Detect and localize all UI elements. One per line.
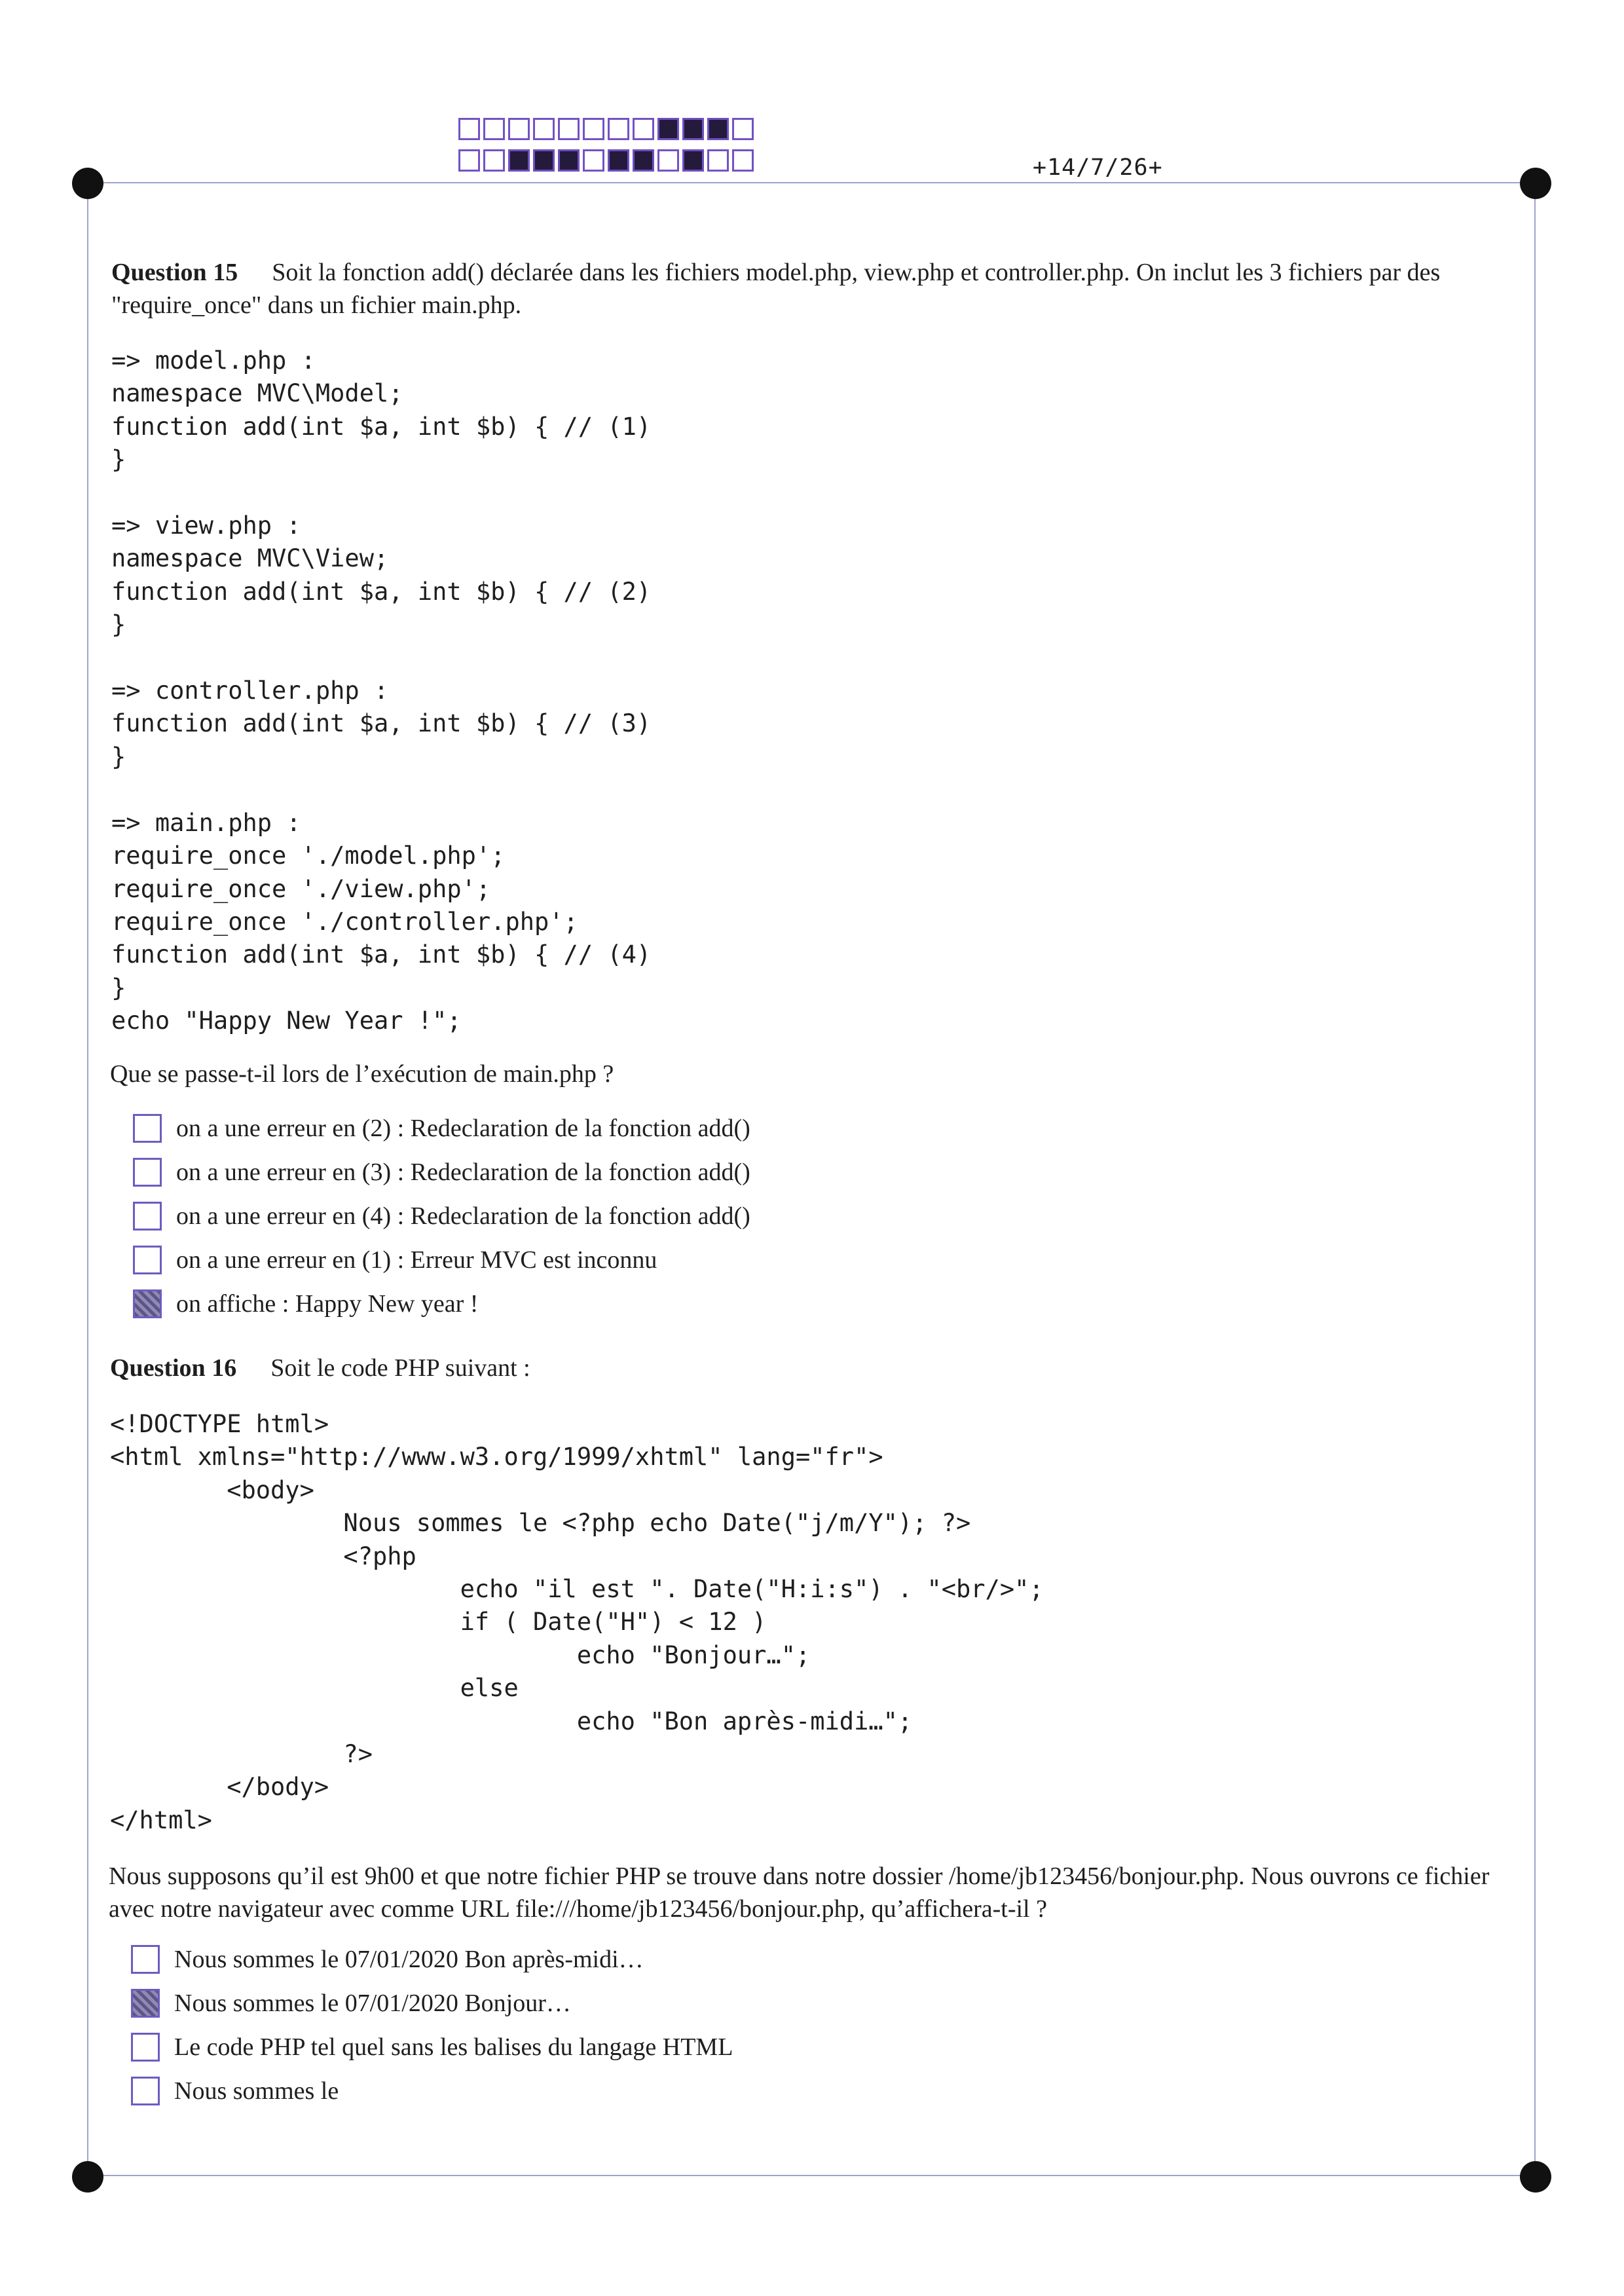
code-line: <html xmlns="http://www.w3.org/1999/xhtml" lang="fr"> (110, 1443, 883, 1472)
code-line: <body> (110, 1475, 314, 1504)
code-box (732, 118, 754, 140)
question-16-text: Soit le code PHP suivant : (270, 1354, 530, 1382)
answer-label: on a une erreur en (1) : Erreur MVC est inconnu (176, 1246, 657, 1274)
code-box (533, 149, 555, 172)
question-15-question: Que se passe-t-il lors de l’exécution de main.php ? (110, 1060, 614, 1088)
code-box (732, 149, 754, 172)
code-line: </body> (110, 1773, 329, 1802)
code-line: <!DOCTYPE html> (110, 1410, 329, 1438)
code-box (707, 118, 729, 140)
page-code-boxes (458, 118, 757, 181)
code-box (633, 118, 654, 140)
code-box-row (458, 118, 757, 143)
answer-option[interactable] (131, 1987, 571, 2020)
code-line: else (110, 1674, 519, 1703)
code-box (608, 149, 629, 172)
code-box (583, 149, 604, 172)
question-15-label: Question 15 (111, 259, 238, 286)
answer-option[interactable] (131, 2031, 733, 2064)
answer-label: on a une erreur en (4) : Redeclaration de la fonction add() (176, 1202, 750, 1230)
code-line: => view.php : (111, 511, 301, 540)
question-15-prompt (111, 256, 1519, 322)
code-box (657, 149, 679, 172)
code-box (608, 118, 629, 140)
code-line: <?php (110, 1542, 416, 1570)
code-box (682, 149, 704, 172)
answer-label: Nous sommes le (174, 2077, 339, 2105)
code-box (558, 149, 580, 172)
code-line: function add(int $a, int $b) { // (2) (111, 577, 652, 606)
code-line: => controller.php : (111, 676, 389, 705)
question-16-code (110, 1408, 1044, 1837)
corner-mark-top-right (1520, 168, 1551, 199)
code-line: function add(int $a, int $b) { // (4) (111, 940, 652, 969)
code-box (483, 118, 505, 140)
code-line: namespace MVC\Model; (111, 379, 403, 408)
code-box (483, 149, 505, 172)
answer-option[interactable] (133, 1112, 750, 1145)
code-line: echo "Happy New Year !"; (111, 1007, 462, 1035)
code-box (533, 118, 555, 140)
answer-checkbox[interactable] (131, 1989, 160, 2018)
code-line: function add(int $a, int $b) { // (1) (111, 412, 652, 441)
answer-checkbox[interactable] (131, 1945, 160, 1974)
answer-checkbox[interactable] (131, 2077, 160, 2105)
code-box (508, 149, 530, 172)
answer-label: on a une erreur en (3) : Redeclaration de la fonction add() (176, 1158, 750, 1186)
answer-checkbox[interactable] (133, 1158, 162, 1187)
code-box (633, 149, 654, 172)
question-16-prompt (110, 1352, 530, 1384)
code-box-row (458, 149, 757, 174)
answer-label: Le code PHP tel quel sans les balises du langage HTML (174, 2033, 733, 2061)
code-line: namespace MVC\View; (111, 544, 389, 573)
code-line: => model.php : (111, 346, 316, 375)
code-line: require_once './model.php'; (111, 842, 506, 870)
code-line: } (111, 742, 126, 771)
code-line: ?> (110, 1740, 373, 1769)
code-box (558, 118, 580, 140)
answer-label: Nous sommes le 07/01/2020 Bonjour… (174, 1990, 571, 2017)
code-line: echo "Bon après-midi…"; (110, 1707, 913, 1735)
code-line: } (111, 973, 126, 1002)
question-15-text: Soit la fonction add() déclarée dans les fichiers model.php, view.php et controller.php. On inclut les 3 fichiers par des "require_once" dans un fichier main.php. (111, 259, 1441, 319)
code-line: require_once './controller.php'; (111, 907, 578, 936)
code-box (458, 149, 480, 172)
code-line: if ( Date("H") < 12 ) (110, 1608, 767, 1637)
answer-label: on a une erreur en (2) : Redeclaration de la fonction add() (176, 1115, 750, 1142)
answer-option[interactable] (133, 1156, 750, 1189)
code-box (657, 118, 679, 140)
code-line: Nous sommes le <?php echo Date("j/m/Y"); ?> (110, 1509, 971, 1538)
answer-label: Nous sommes le 07/01/2020 Bon après-midi… (174, 1946, 644, 1973)
code-line: echo "Bonjour…"; (110, 1640, 811, 1669)
corner-mark-bottom-right (1520, 2161, 1551, 2193)
answer-checkbox[interactable] (133, 1289, 162, 1318)
answer-option[interactable] (131, 2075, 339, 2107)
answer-checkbox[interactable] (131, 2033, 160, 2062)
code-line: } (111, 610, 126, 639)
answer-option[interactable] (133, 1200, 750, 1232)
answer-checkbox[interactable] (133, 1114, 162, 1143)
answer-checkbox[interactable] (133, 1202, 162, 1231)
code-line: </html> (110, 1805, 212, 1834)
code-line: require_once './view.php'; (111, 874, 491, 903)
code-line: echo "il est ". Date("H:i:s") . "<br/>"; (110, 1575, 1044, 1604)
code-box (508, 118, 530, 140)
answer-option[interactable] (131, 1943, 644, 1976)
question-16-label: Question 16 (110, 1354, 237, 1382)
page-identifier: +14/7/26+ (1033, 155, 1163, 181)
corner-mark-top-left (72, 168, 103, 199)
code-box (583, 118, 604, 140)
code-line: } (111, 445, 126, 474)
answer-option[interactable] (133, 1287, 478, 1320)
code-box (707, 149, 729, 172)
answer-option[interactable] (133, 1244, 657, 1276)
answer-checkbox[interactable] (133, 1246, 162, 1274)
corner-mark-bottom-left (72, 2161, 103, 2193)
answer-label: on affiche : Happy New year ! (176, 1290, 479, 1318)
code-box (682, 118, 704, 140)
question-16-question: Nous supposons qu’il est 9h00 et que notre fichier PHP se trouve dans notre dossier /home/jb123456/bonjour.php. Nous ouvrons ce fichier avec notre navigateur avec comme URL file:///home/jb123456/bonjour.php, qu’affichera-t-il ? (109, 1862, 1490, 1923)
code-line: function add(int $a, int $b) { // (3) (111, 709, 652, 738)
code-box (458, 118, 480, 140)
question-15-code (111, 344, 651, 1038)
code-line: => main.php : (111, 808, 301, 837)
